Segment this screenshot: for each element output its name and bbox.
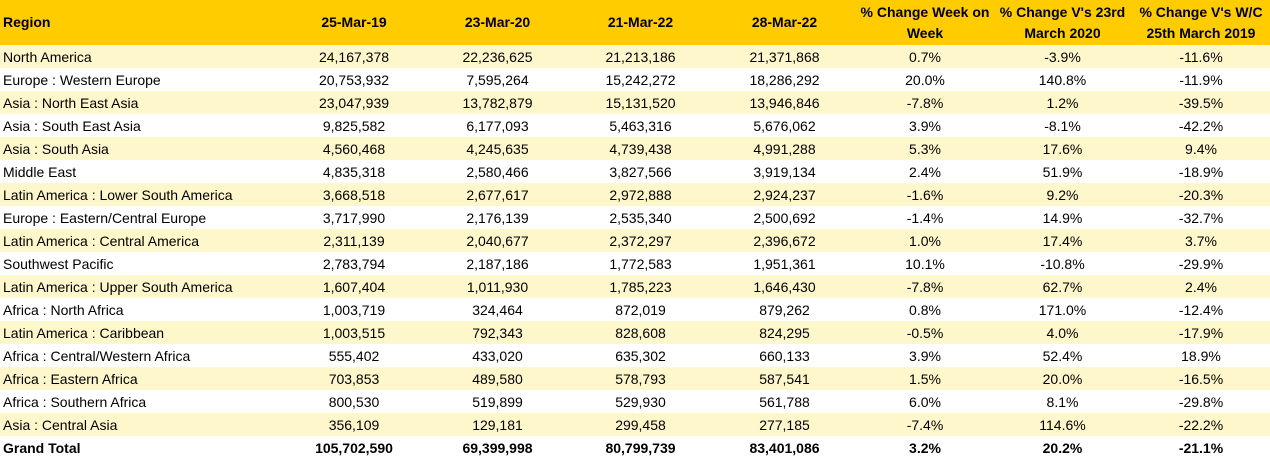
change-week-on-week: 6.0% bbox=[909, 393, 941, 410]
value-2022-28-mar: 5,676,062 bbox=[753, 117, 816, 134]
change-vs-2020: 20.0% bbox=[1042, 370, 1083, 387]
column-header-23-mar-20: 23-Mar-20 bbox=[464, 14, 531, 30]
value-2020: 4,245,635 bbox=[466, 140, 529, 157]
change-week-on-week: -7.8% bbox=[906, 278, 944, 295]
value-2022-21-mar: 21,213,186 bbox=[605, 48, 676, 65]
change-vs-2019: -16.5% bbox=[1178, 370, 1224, 387]
total-value: 69,399,998 bbox=[462, 439, 533, 456]
region-cell: Latin America : Lower South America bbox=[3, 186, 233, 203]
value-2022-28-mar: 13,946,846 bbox=[749, 94, 820, 111]
value-2022-21-mar: 4,739,438 bbox=[609, 140, 672, 157]
value-2022-21-mar: 2,972,888 bbox=[609, 186, 672, 203]
change-week-on-week: 10.1% bbox=[905, 255, 945, 272]
column-header-28-mar-22: 28-Mar-22 bbox=[751, 14, 818, 30]
value-2022-28-mar: 824,295 bbox=[759, 324, 810, 341]
region-cell: North America bbox=[3, 48, 92, 65]
change-vs-2020: 4.0% bbox=[1046, 324, 1079, 341]
table-row bbox=[0, 114, 1270, 137]
column-header-21-mar-22: 21-Mar-22 bbox=[607, 14, 674, 30]
region-cell: Middle East bbox=[3, 163, 77, 180]
table-row bbox=[0, 390, 1270, 413]
table-row bbox=[0, 91, 1270, 114]
value-2020: 129,181 bbox=[472, 416, 523, 433]
table-row bbox=[0, 252, 1270, 275]
value-2022-28-mar: 1,646,430 bbox=[753, 278, 816, 295]
region-cell: Latin America : Central America bbox=[3, 232, 200, 249]
table-header bbox=[0, 0, 1270, 45]
region-cell: Africa : Central/Western Africa bbox=[3, 347, 191, 364]
change-week-on-week: 2.4% bbox=[909, 163, 941, 180]
region-cell: Africa : North Africa bbox=[3, 301, 124, 318]
value-2022-28-mar: 587,541 bbox=[759, 370, 810, 387]
change-vs-2020: 114.6% bbox=[1039, 416, 1086, 433]
change-week-on-week: 3.9% bbox=[909, 117, 941, 134]
value-2022-21-mar: 635,302 bbox=[615, 347, 666, 364]
total-value: 3.2% bbox=[909, 439, 941, 456]
value-2020: 324,464 bbox=[472, 301, 523, 318]
value-2020: 489,580 bbox=[472, 370, 523, 387]
table-body bbox=[0, 45, 1270, 436]
change-week-on-week: 3.9% bbox=[909, 347, 941, 364]
table-row bbox=[0, 183, 1270, 206]
total-value: 105,702,590 bbox=[315, 439, 393, 456]
value-2022-21-mar: 299,458 bbox=[615, 416, 666, 433]
change-vs-2019: -12.4% bbox=[1178, 301, 1224, 318]
value-2022-21-mar: 15,131,520 bbox=[605, 94, 676, 111]
value-2020: 1,011,930 bbox=[466, 278, 529, 295]
table-row bbox=[0, 68, 1270, 91]
value-2019: 703,853 bbox=[328, 370, 380, 387]
value-2019: 2,311,139 bbox=[323, 232, 385, 249]
change-vs-2020: 171.0% bbox=[1038, 301, 1087, 318]
value-2019: 2,783,794 bbox=[322, 255, 386, 272]
table-row bbox=[0, 344, 1270, 367]
value-2022-21-mar: 3,827,566 bbox=[609, 163, 672, 180]
change-vs-2019: -32.7% bbox=[1178, 209, 1224, 226]
value-2022-28-mar: 21,371,868 bbox=[749, 48, 820, 65]
region-cell: Africa : Eastern Africa bbox=[3, 370, 138, 387]
change-week-on-week: 5.3% bbox=[909, 140, 941, 157]
value-2022-21-mar: 529,930 bbox=[615, 393, 666, 410]
table-footer bbox=[0, 436, 1270, 459]
value-2020: 22,236,625 bbox=[462, 48, 533, 65]
change-vs-2019: 9.4% bbox=[1185, 140, 1217, 157]
change-vs-2020: 52.4% bbox=[1042, 347, 1083, 364]
value-2020: 2,677,617 bbox=[466, 186, 529, 203]
value-2020: 519,899 bbox=[472, 393, 523, 410]
change-vs-2019: 3.7% bbox=[1185, 232, 1217, 249]
change-vs-2020: -8.1% bbox=[1044, 117, 1081, 134]
value-2022-21-mar: 872,019 bbox=[615, 301, 666, 318]
change-week-on-week: -1.6% bbox=[906, 186, 944, 203]
value-2022-21-mar: 578,793 bbox=[615, 370, 666, 387]
value-2020: 2,040,677 bbox=[466, 232, 529, 249]
change-week-on-week: 0.7% bbox=[909, 48, 941, 65]
region-cell: Latin America : Upper South America bbox=[3, 278, 233, 295]
total-value: -21.1% bbox=[1178, 439, 1224, 456]
value-2022-21-mar: 1,772,583 bbox=[609, 255, 672, 272]
value-2020: 2,176,139 bbox=[466, 209, 529, 226]
change-week-on-week: 20.0% bbox=[905, 71, 945, 88]
value-2022-28-mar: 660,133 bbox=[759, 347, 810, 364]
value-2022-21-mar: 2,535,340 bbox=[609, 209, 672, 226]
total-value: 83,401,086 bbox=[749, 439, 820, 456]
value-2022-28-mar: 2,500,692 bbox=[753, 209, 816, 226]
value-2022-28-mar: 3,919,134 bbox=[753, 163, 816, 180]
value-2019: 23,047,939 bbox=[318, 94, 390, 111]
region-cell: Latin America : Caribbean bbox=[3, 324, 165, 341]
table-row bbox=[0, 321, 1270, 344]
value-2019: 3,717,990 bbox=[322, 209, 386, 226]
value-2019: 3,668,518 bbox=[322, 186, 386, 203]
value-2020: 2,187,186 bbox=[466, 255, 529, 272]
change-week-on-week: -1.4% bbox=[906, 209, 944, 226]
value-2019: 1,003,719 bbox=[322, 301, 386, 318]
value-2022-28-mar: 2,924,237 bbox=[753, 186, 816, 203]
value-2022-21-mar: 5,463,316 bbox=[609, 117, 672, 134]
value-2019: 20,753,932 bbox=[318, 71, 390, 88]
change-vs-2020: -3.9% bbox=[1044, 48, 1081, 65]
value-2019: 1,607,404 bbox=[322, 278, 386, 295]
change-week-on-week: -0.5% bbox=[906, 324, 944, 341]
change-vs-2019: -20.3% bbox=[1178, 186, 1224, 203]
total-value: 20.2% bbox=[1042, 439, 1083, 456]
value-2022-28-mar: 4,991,288 bbox=[753, 140, 816, 157]
table-row bbox=[0, 229, 1270, 252]
value-2020: 13,782,879 bbox=[462, 94, 533, 111]
value-2020: 7,595,264 bbox=[466, 71, 529, 88]
header-row bbox=[0, 0, 1270, 45]
table-row bbox=[0, 413, 1270, 436]
change-week-on-week: 1.5% bbox=[909, 370, 941, 387]
region-cell: Europe : Western Europe bbox=[3, 71, 161, 88]
value-2020: 433,020 bbox=[472, 347, 523, 364]
change-week-on-week: -7.8% bbox=[906, 94, 944, 111]
column-header-change-week-on-week: % Change Week on Week bbox=[860, 3, 990, 41]
change-week-on-week: 0.8% bbox=[909, 301, 941, 318]
change-vs-2020: 1.2% bbox=[1046, 94, 1079, 111]
change-week-on-week: -7.4% bbox=[906, 416, 944, 433]
table-row bbox=[0, 367, 1270, 390]
change-vs-2020: 8.1% bbox=[1046, 393, 1079, 410]
value-2022-28-mar: 879,262 bbox=[759, 301, 810, 318]
region-cell: Africa : Southern Africa bbox=[3, 393, 147, 410]
value-2019: 4,560,468 bbox=[322, 140, 386, 157]
change-vs-2020: 51.9% bbox=[1042, 163, 1083, 180]
column-header-25-mar-19: 25-Mar-19 bbox=[321, 14, 387, 30]
table-row bbox=[0, 298, 1270, 321]
value-2020: 792,343 bbox=[472, 324, 523, 341]
value-2019: 555,402 bbox=[328, 347, 380, 364]
value-2022-21-mar: 828,608 bbox=[615, 324, 666, 341]
change-vs-2019: -29.8% bbox=[1178, 393, 1224, 410]
value-2022-28-mar: 277,185 bbox=[759, 416, 810, 433]
region-cell: Asia : South East Asia bbox=[3, 117, 141, 134]
total-label: Grand Total bbox=[3, 439, 81, 456]
table-row bbox=[0, 160, 1270, 183]
change-vs-2019: -29.9% bbox=[1178, 255, 1224, 272]
change-vs-2019: -11.6% bbox=[1179, 48, 1223, 65]
change-vs-2019: -11.9% bbox=[1179, 71, 1223, 88]
region-cell: Europe : Eastern/Central Europe bbox=[3, 209, 207, 226]
change-vs-2019: -17.9% bbox=[1178, 324, 1224, 341]
value-2020: 2,580,466 bbox=[466, 163, 529, 180]
value-2022-28-mar: 2,396,672 bbox=[753, 232, 816, 249]
change-vs-2020: 140.8% bbox=[1038, 71, 1087, 88]
change-vs-2020: -10.8% bbox=[1040, 255, 1085, 272]
table-row bbox=[0, 45, 1270, 68]
value-2022-28-mar: 1,951,361 bbox=[753, 255, 816, 272]
change-vs-2020: 62.7% bbox=[1042, 278, 1083, 295]
table-row bbox=[0, 137, 1270, 160]
column-header-change-vs-2020: % Change V's 23rd March 2020 bbox=[999, 3, 1126, 41]
change-vs-2019: -39.5% bbox=[1178, 94, 1224, 111]
value-2020: 6,177,093 bbox=[466, 117, 529, 134]
change-vs-2019: 2.4% bbox=[1185, 278, 1217, 295]
value-2019: 356,109 bbox=[328, 416, 380, 433]
change-vs-2020: 9.2% bbox=[1046, 186, 1079, 203]
value-2022-28-mar: 561,788 bbox=[759, 393, 810, 410]
change-vs-2019: -22.2% bbox=[1178, 416, 1224, 433]
change-vs-2020: 14.9% bbox=[1042, 209, 1083, 226]
value-2019: 1,003,515 bbox=[322, 324, 386, 341]
total-value: 80,799,739 bbox=[605, 439, 676, 456]
table-row bbox=[0, 206, 1270, 229]
value-2019: 24,167,378 bbox=[318, 48, 390, 65]
value-2019: 800,530 bbox=[328, 393, 380, 410]
region-cell: Southwest Pacific bbox=[3, 255, 114, 272]
value-2022-28-mar: 18,286,292 bbox=[749, 71, 820, 88]
table-row bbox=[0, 275, 1270, 298]
column-header-region: Region bbox=[3, 14, 51, 30]
value-2022-21-mar: 15,242,272 bbox=[605, 71, 676, 88]
value-2019: 4,835,318 bbox=[322, 163, 386, 180]
column-header-change-vs-2019: % Change V's W/C 25th March 2019 bbox=[1139, 3, 1263, 41]
region-cell: Asia : North East Asia bbox=[3, 94, 139, 111]
change-week-on-week: 1.0% bbox=[909, 232, 941, 249]
change-vs-2020: 17.6% bbox=[1042, 140, 1083, 157]
change-vs-2019: -42.2% bbox=[1178, 117, 1224, 134]
change-vs-2020: 17.4% bbox=[1042, 232, 1083, 249]
region-cell: Asia : South Asia bbox=[3, 140, 109, 157]
value-2019: 9,825,582 bbox=[322, 117, 386, 134]
region-cell: Asia : Central Asia bbox=[3, 416, 118, 433]
value-2022-21-mar: 1,785,223 bbox=[609, 278, 672, 295]
change-vs-2019: -18.9% bbox=[1178, 163, 1224, 180]
change-vs-2019: 18.9% bbox=[1181, 347, 1221, 364]
grand-total-row bbox=[0, 436, 1270, 459]
value-2022-21-mar: 2,372,297 bbox=[609, 232, 672, 249]
